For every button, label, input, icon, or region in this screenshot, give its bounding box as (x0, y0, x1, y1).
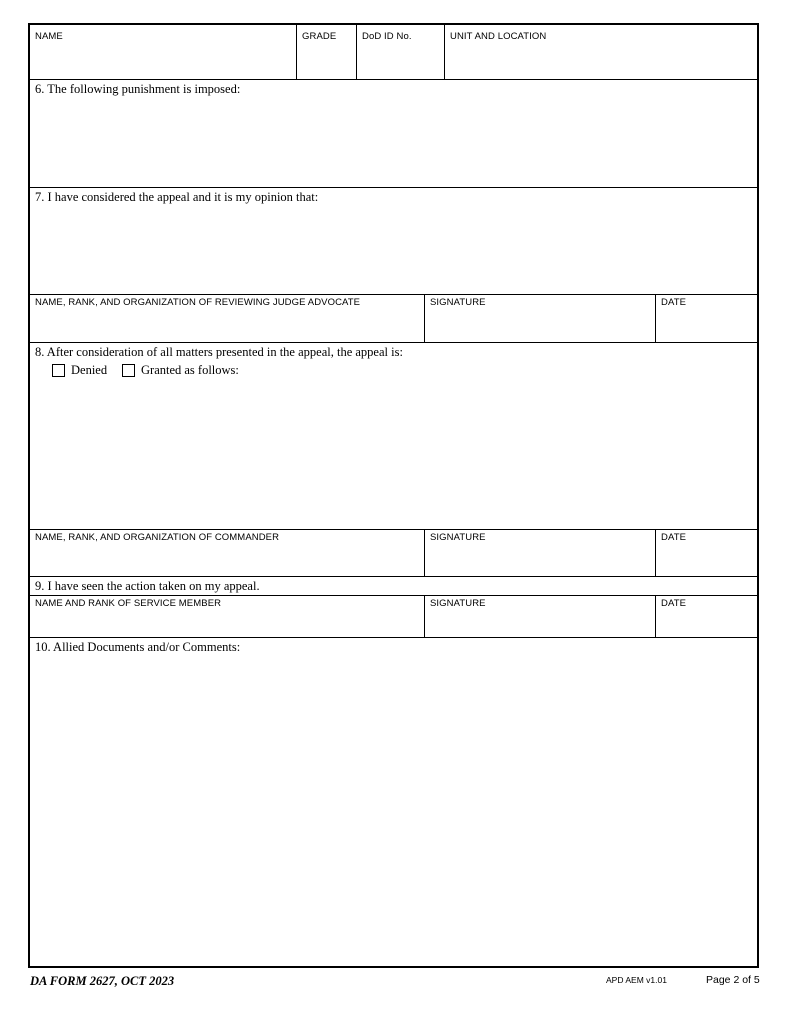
label-dod-id-no: DoD ID No. (362, 31, 412, 42)
form-outer-frame (28, 23, 759, 968)
divider-cdr-signature-date (655, 529, 656, 576)
divider-item6-bottom (30, 187, 757, 188)
item10-title: 10. Allied Documents and/or Comments: (35, 640, 241, 654)
checkbox-denied[interactable] (52, 364, 65, 377)
label-service-member-date: DATE (661, 598, 687, 609)
divider-service-member-bottom (30, 637, 757, 638)
field-item10-allied-documents[interactable] (32, 660, 757, 966)
label-grade: GRADE (302, 31, 337, 42)
label-judge-advocate-signature: SIGNATURE (430, 297, 486, 308)
form-id-label: DA FORM 2627, OCT 2023 (30, 974, 175, 988)
field-commander-signature[interactable] (426, 544, 653, 575)
item9-title: 9. I have seen the action taken on my appeal. (35, 579, 260, 593)
label-judge-advocate-name: NAME, RANK, AND ORGANIZATION OF REVIEWING JUDGE ADVOCATE (35, 297, 361, 308)
label-commander-date: DATE (661, 532, 687, 543)
field-judge-advocate-name[interactable] (32, 309, 422, 341)
label-service-member-signature: SIGNATURE (430, 598, 486, 609)
divider-sm-signature-date (655, 595, 656, 637)
checkbox-granted[interactable] (122, 364, 135, 377)
divider-name-grade (296, 25, 297, 79)
field-grade[interactable] (298, 43, 354, 77)
item7-title: 7. I have considered the appeal and it is my opinion that: (35, 190, 319, 204)
checkbox-granted-label: Granted as follows: (141, 363, 239, 377)
divider-ja-signature-date (655, 294, 656, 342)
divider-ja-name-signature (424, 294, 425, 342)
divider-item8-bottom (30, 529, 757, 530)
field-service-member-signature[interactable] (426, 610, 653, 636)
divider-commander-bottom (30, 576, 757, 577)
field-dod-id-no[interactable] (358, 43, 442, 77)
field-item6-punishment[interactable] (32, 101, 757, 185)
checkbox-denied-label: Denied (71, 363, 108, 377)
divider-cdr-name-signature (424, 529, 425, 576)
field-judge-advocate-date[interactable] (657, 309, 757, 341)
label-commander-name: NAME, RANK, AND ORGANIZATION OF COMMANDER (35, 532, 280, 543)
item6-title: 6. The following punishment is imposed: (35, 82, 241, 96)
field-unit-and-location[interactable] (446, 43, 757, 77)
divider-sm-name-signature (424, 595, 425, 637)
divider-item7-bottom (30, 294, 757, 295)
divider-item9-bottom (30, 595, 757, 596)
label-judge-advocate-date: DATE (661, 297, 687, 308)
software-version-label: APD AEM v1.01 (606, 975, 667, 985)
label-service-member-name: NAME AND RANK OF SERVICE MEMBER (35, 598, 222, 609)
divider-dodid-unit (444, 25, 445, 79)
field-commander-name[interactable] (32, 544, 422, 575)
field-service-member-name[interactable] (32, 610, 422, 636)
field-commander-date[interactable] (657, 544, 757, 575)
page-number-label: Page 2 of 5 (706, 974, 760, 986)
field-service-member-date[interactable] (657, 610, 757, 636)
field-item7-opinion[interactable] (32, 209, 757, 292)
divider-judge-advocate-bottom (30, 342, 757, 343)
label-name: NAME (35, 31, 63, 42)
divider-grade-dodid (356, 25, 357, 79)
field-judge-advocate-signature[interactable] (426, 309, 653, 341)
field-name[interactable] (32, 43, 294, 77)
item8-title: 8. After consideration of all matters presented in the appeal, the appeal is: (35, 345, 403, 359)
field-item8-granted-details[interactable] (32, 383, 757, 527)
label-commander-signature: SIGNATURE (430, 532, 486, 543)
label-unit-and-location: UNIT AND LOCATION (450, 31, 547, 42)
divider-header-bottom (30, 79, 757, 80)
